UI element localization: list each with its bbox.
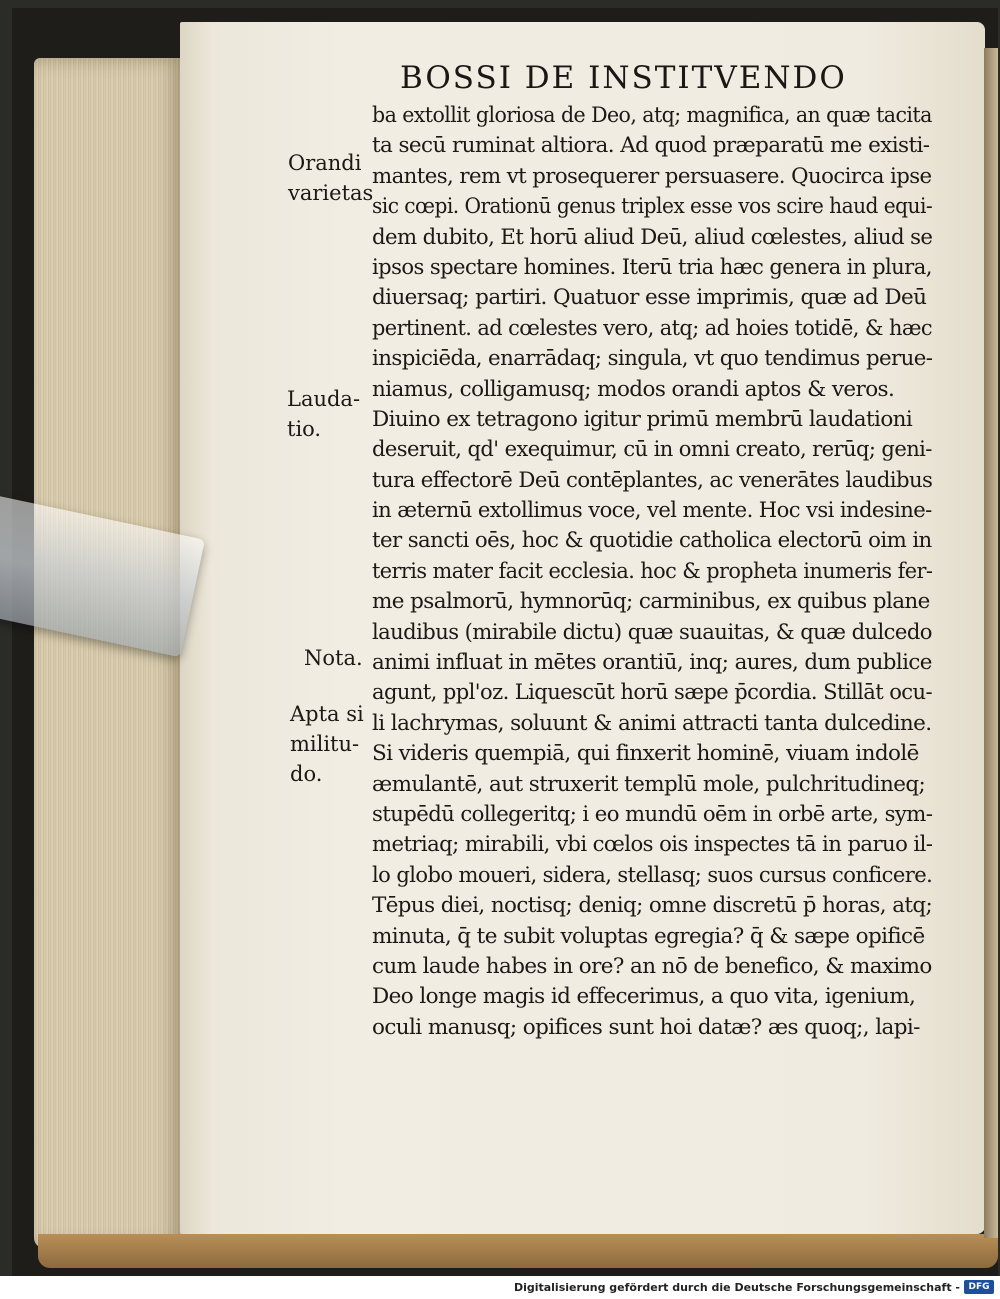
text-line: in æternū extollimus voce, vel mente. Hoc vsi indesine- [372,498,932,524]
margin-note: Nota. [304,646,363,670]
text-line: stupēdū collegeritq; i eo mundū oēm in orbē arte, sym- [372,801,933,827]
text-line: sic cœpi. Orationū genus triplex esse vos scire haud equi- [372,194,933,220]
margin-note: tio. [287,417,322,441]
text-line: inspiciēda, enarrādaq; singula, vt quo tendimus perue- [372,346,933,372]
text-line: æmulantē, aut struxerit templū mole, pulchritudineq; [372,771,926,797]
body-text [372,101,932,1043]
margin-note: Orandi [288,151,362,175]
text-line: me psalmorū, hymnorūq; carminibus, ex quibus plane [372,589,930,615]
text-line: ba extollit gloriosa de Deo, atq; magnifica, an quæ tacita [372,103,932,128]
text-line: ipsos spectare homines. Iterū tria hæc genera in plura, [372,254,932,280]
text-line: animi influat in mētes orantiū, inq; aures, dum publice [372,650,932,676]
text-line: niamus, colligamusq; modos orandi aptos & veros. [372,376,895,402]
footer-bar [0,1276,1000,1299]
text-line: cum laude habes in ore? an nō de benefico, & maximo [372,953,932,979]
text-line: ta secū ruminat altiora. Ad quod præparatū me existi- [372,133,930,159]
text-line: lo globo moueri, sidera, stellasq; suos cursus conficere. [372,862,933,888]
book-cover [38,1234,998,1268]
text-line: tura effectorē Deū contēplantes, ac venerātes laudibus [372,467,933,493]
margin-note: Lauda- [287,387,361,411]
digitization-credit: Digitalisierung gefördert durch die Deutsche Forschungsgemeinschaft - [513,1281,960,1294]
dfg-logo: DFG [964,1280,994,1294]
text-line: terris mater facit ecclesia. hoc & propheta inumeris fer- [372,558,933,584]
text-line: Tēpus diei, noctisq; deniq; omne discretū p̄ horas, atq; [372,893,933,919]
text-line: diuersaq; partiri. Quatuor esse imprimis, quæ ad Deū [372,285,927,311]
running-head: BOSSI DE INSTITVENDO [400,60,847,96]
text-line: ter sancti oēs, hoc & quotidie catholica electorū oim in [372,528,932,554]
text-line: minuta, q̄ te subit voluptas egregia? q̄ & sæpe opificē [372,923,925,949]
text-line: mantes, rem vt prosequerer persuasere. Quocirca ipse [372,163,932,189]
text-line: oculi manusq; opifices sunt hoi datæ? æs quoq;, lapi- [372,1014,920,1040]
gutter-shadow [984,48,998,1238]
text-line: dem dubito, Et horū aliud Deū, aliud cœlestes, aliud se [372,224,933,250]
text-line: metriaq; mirabili, vbi cœlos ois inspectes tā in paruo il- [372,832,933,858]
text-line: Deo longe magis id effecerimus, a quo vita, igenium, [372,984,916,1010]
text-line: Si videris quempiā, qui finxerit hominē, viuam indolē [372,741,919,767]
text-line: agunt, ppl'oz. Liquescūt horū sæpe p̄cordia. Stillāt ocu- [372,680,932,706]
margin-note: do. [290,762,323,786]
margin-note: Apta si [290,702,364,726]
text-line: Diuino ex tetragono igitur primū membrū laudationi [372,406,913,432]
text-line: laudibus (mirabile dictu) quæ suauitas, & quæ dulcedo [372,619,932,645]
text-line: deseruit, qd' exequimur, cū in omni creato, rerūq; geni- [372,437,932,463]
text-line: pertinent. ad cœlestes vero, atq; ad hoies totidē, & hæc [372,315,933,341]
margin-note: varietas [288,181,374,205]
margin-note: militu- [290,732,360,756]
text-line: li lachrymas, soluunt & animi attracti tanta dulcedine. [372,710,932,736]
